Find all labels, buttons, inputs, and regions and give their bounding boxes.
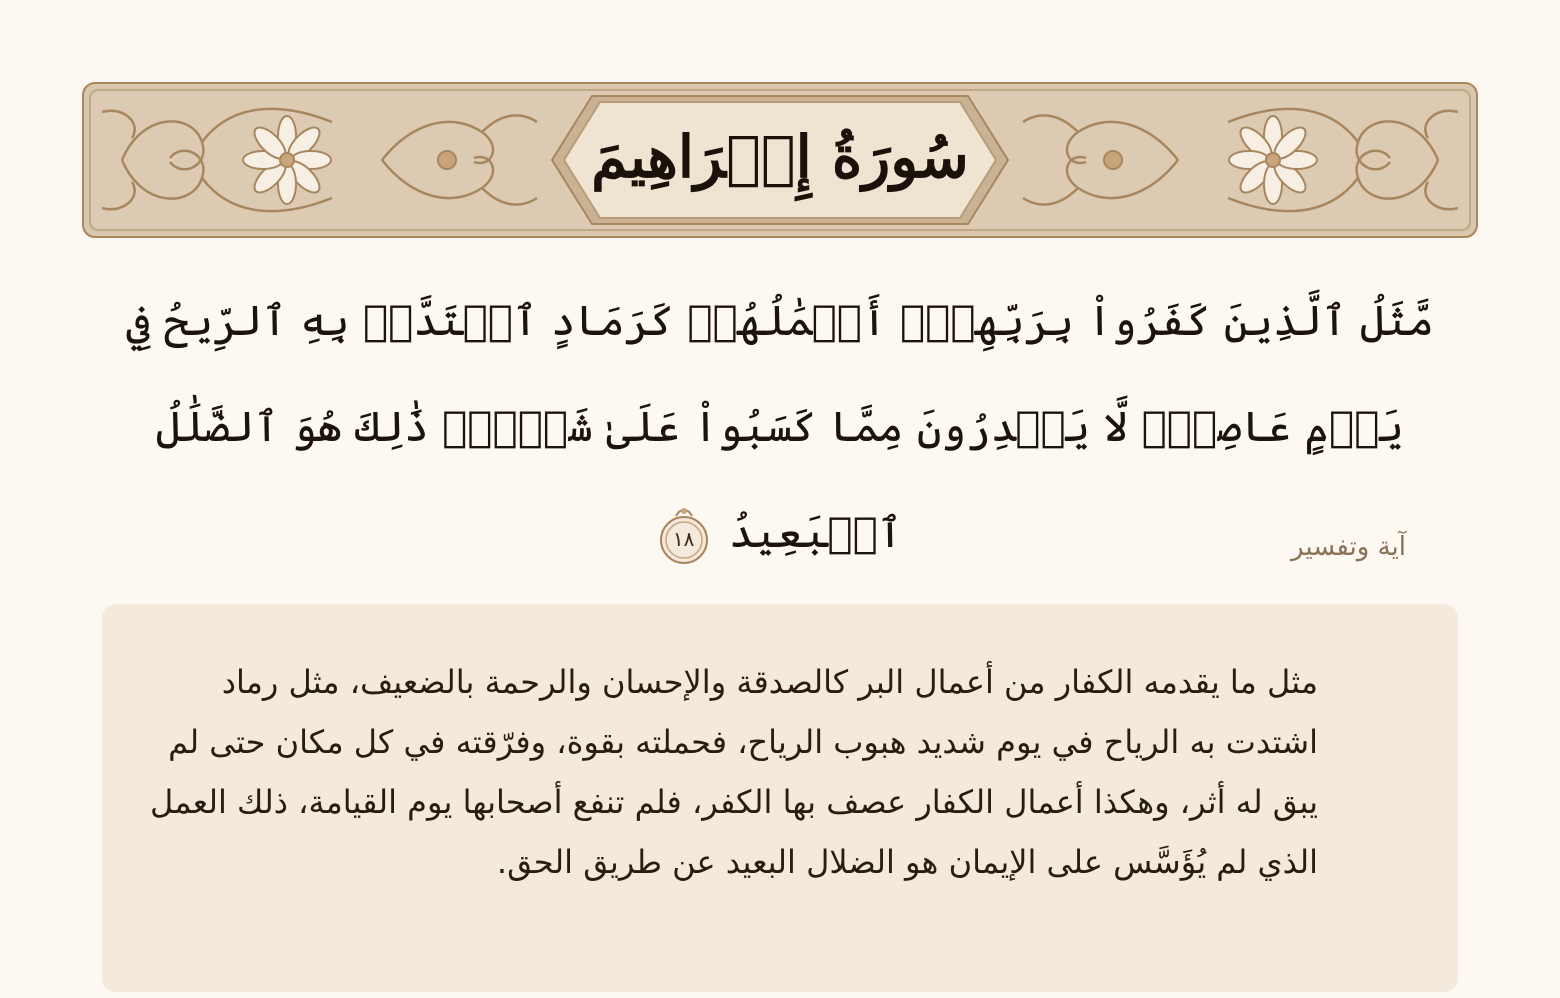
surah-title: سُورَةُ إِبۡرَاهِيمَ [591,123,969,191]
ayah-number-marker [658,506,710,566]
section-label: آية وتفسير [1291,532,1406,562]
verse-text: مَّثَلُ ٱلَّذِينَ كَفَرُواْ بِرَبِّهِمۡۖ أَعۡمَٰلُهُمۡ كَرَمَادٍ ٱشۡتَدَّتۡ بِهِ ٱلرِّيحُ فِي يَوۡمٍ عَاصِفٖۖ لَّا يَقۡدِرُونَ مِمَّا كَسَبُواْ عَلَىٰ شَيۡءٖۚ ذَٰلِكَ هُوَ ٱلضَّلَٰلُ ٱلۡبَعِيدُ [126,296,1434,557]
tafsir-text: مثل ما يقدمه الكفار من أعمال البر كالصدقة والإحسان والرحمة بالضعيف، مثل رماد اشتدت به الرياح في يوم شديد هبوب الرياح، فحملته بقوة، وفرّقته في كل مكان حتى لم يبق له أثر، وهكذا أعمال الكفار عصف بها الكفر، فلم تنفع أصحابها يوم القيامة، ذلك العمل الذي لم يُؤَسَّس على الإيمان هو الضلال البعيد عن طريق الحق. [150,663,1318,881]
verse-block [100,268,1460,586]
ayah-number: ١٨ [672,527,695,551]
tafsir-card [102,604,1458,992]
